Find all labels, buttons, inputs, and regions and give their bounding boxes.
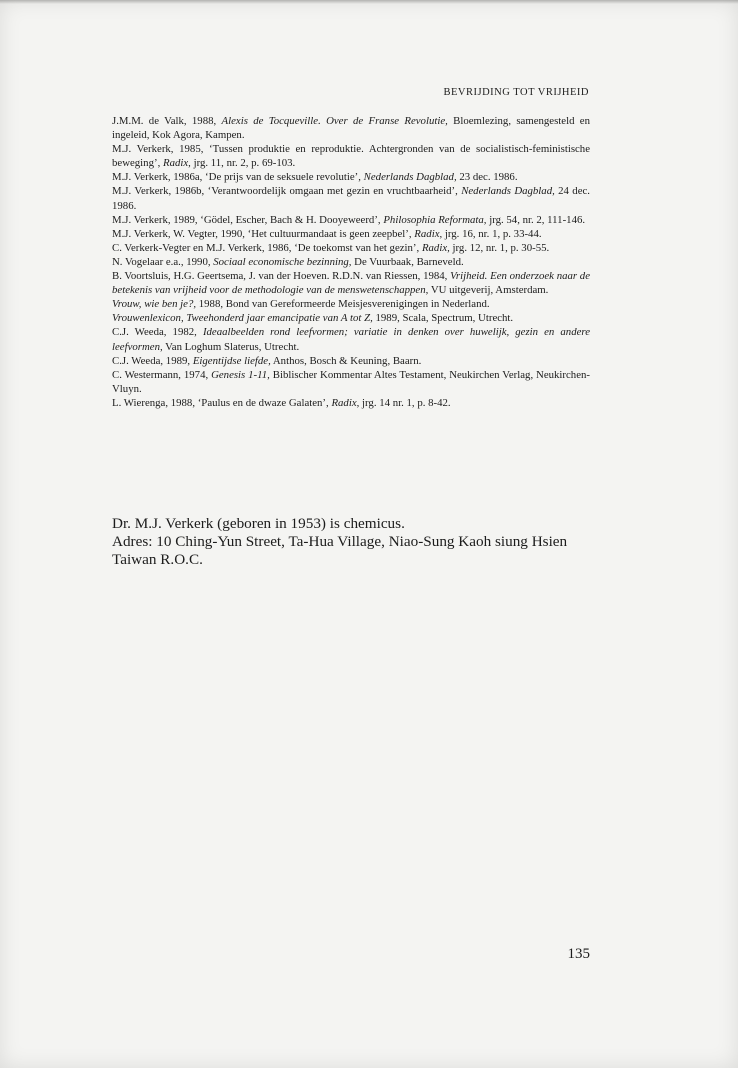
reference-text: M.J. Verkerk, W. Vegter, 1990, ‘Het cultuurmandaat is geen zeepbel’,: [112, 227, 415, 240]
reference-text: VU uitgeverij, Amsterdam.: [428, 284, 549, 297]
reference-text: M.J. Verkerk, 1985, ‘Tussen produktie en reproduktie. Achtergronden van de socialistisch-feministische beweging’,: [112, 143, 590, 170]
reference-text: Van Loghum Slaterus, Utrecht.: [162, 340, 300, 353]
reference-entry: [112, 227, 590, 241]
reference-text: C.J. Weeda, 1989,: [112, 354, 193, 367]
reference-title: Radix,: [331, 396, 360, 409]
reference-text: C. Westermann, 1974,: [112, 368, 212, 381]
reference-entry: [112, 184, 590, 212]
reference-title: Vrouwenlexicon, Tweehonderd jaar emancipatie van A tot Z,: [112, 312, 373, 325]
reference-entry: [112, 114, 590, 142]
reference-text: M.J. Verkerk, 1989, ‘Gödel, Escher, Bach & H. Dooyeweerd’,: [112, 213, 384, 226]
reference-text: M.J. Verkerk, 1986a, ‘De prijs van de seksuele revolutie’,: [112, 171, 364, 184]
reference-text: jrg. 11, nr. 2, p. 69-103.: [190, 157, 296, 170]
reference-title: Alexis de Tocqueville. Over de Franse Revolutie,: [221, 115, 448, 127]
reference-title: Radix,: [414, 227, 443, 240]
running-head: BEVRIJDING TOT VRIJHEID: [443, 87, 589, 98]
reference-text: De Vuurbaak, Barneveld.: [351, 255, 464, 268]
scan-top-shadow: [0, 0, 738, 4]
reference-text: Bloemlezing, samengesteld en ingeleid, Kok Agora, Kampen.: [112, 115, 590, 142]
author-bio: Dr. M.J. Verkerk (geboren in 1953) is chemicus.: [112, 515, 405, 532]
reference-entry: [112, 297, 590, 311]
reference-text: jrg. 54, nr. 2, 111-146.: [486, 213, 586, 226]
reference-title: Eigentijdse liefde,: [192, 354, 271, 367]
reference-text: C.J. Weeda, 1982,: [112, 326, 203, 339]
reference-title: Vrijheid. Een onderzoek naar de betekenis van vrijheid voor de methodologie van de menswetenschappen,: [112, 270, 590, 297]
reference-entry: [112, 368, 590, 396]
reference-entry: [112, 255, 590, 269]
reference-entry: [112, 142, 590, 170]
reference-text: B. Voortsluis, H.G. Geertsema, J. van der Hoeven. R.D.N. van Riessen, 1984,: [112, 270, 451, 283]
reference-entry: [112, 269, 590, 297]
reference-title: Ideaalbeelden rond leefvormen; variatie in denken over huwelijk, gezin en andere leefvormen,: [112, 326, 590, 353]
reference-text: 1989, Scala, Spectrum, Utrecht.: [372, 312, 514, 325]
reference-text: C. Verkerk-Vegter en M.J. Verkerk, 1986, ‘De toekomst van het gezin’,: [112, 241, 422, 254]
reference-text: jrg. 12, nr. 1, p. 30-55.: [449, 241, 550, 254]
reference-title: Philosophia Reformata,: [383, 213, 487, 226]
reference-text: M.J. Verkerk, 1986b, ‘Verantwoordelijk omgaan met gezin en vruchtbaarheid’,: [112, 185, 462, 198]
reference-text: 1988, Bond van Gereformeerde Meisjesverenigingen in Nederland.: [196, 298, 490, 311]
reference-entry: [112, 213, 590, 227]
reference-list: [112, 114, 590, 410]
author-address: Adres: 10 Ching-Yun Street, Ta-Hua Village, Niao-Sung Kaoh siung Hsien Taiwan R.O.C.: [112, 533, 568, 569]
reference-title: Vrouw, wie ben je?,: [112, 298, 197, 311]
reference-text: 23 dec. 1986.: [456, 171, 518, 184]
reference-title: Nederlands Dagblad,: [461, 185, 555, 198]
reference-entry: [112, 241, 590, 255]
reference-entry: [112, 311, 590, 325]
reference-entry: [112, 170, 590, 184]
reference-text: Anthos, Bosch & Keuning, Baarn.: [270, 354, 422, 367]
reference-entry: [112, 396, 590, 410]
reference-text: L. Wierenga, 1988, ‘Paulus en de dwaze Galaten’,: [112, 396, 332, 409]
reference-text: J.M.M. de Valk, 1988,: [112, 115, 222, 127]
reference-title: Nederlands Dagblad,: [363, 171, 457, 184]
reference-text: N. Vogelaar e.a., 1990,: [112, 255, 214, 268]
author-note: [112, 515, 592, 570]
reference-title: Sociaal economische bezinning,: [213, 255, 352, 268]
reference-text: 24 dec. 1986.: [112, 185, 590, 212]
reference-title: Radix,: [162, 157, 191, 170]
reference-entry: [112, 325, 590, 353]
page-number: 135: [567, 946, 590, 962]
reference-title: Radix,: [421, 241, 450, 254]
reference-entry: [112, 354, 590, 368]
reference-text: jrg. 16, nr. 1, p. 33-44.: [442, 227, 542, 240]
reference-text: Biblischer Kommentar Altes Testament, Neukirchen Verlag, Neukirchen-Vluyn.: [112, 368, 590, 395]
reference-text: jrg. 14 nr. 1, p. 8-42.: [359, 396, 451, 409]
reference-title: Genesis 1-11,: [211, 368, 270, 381]
